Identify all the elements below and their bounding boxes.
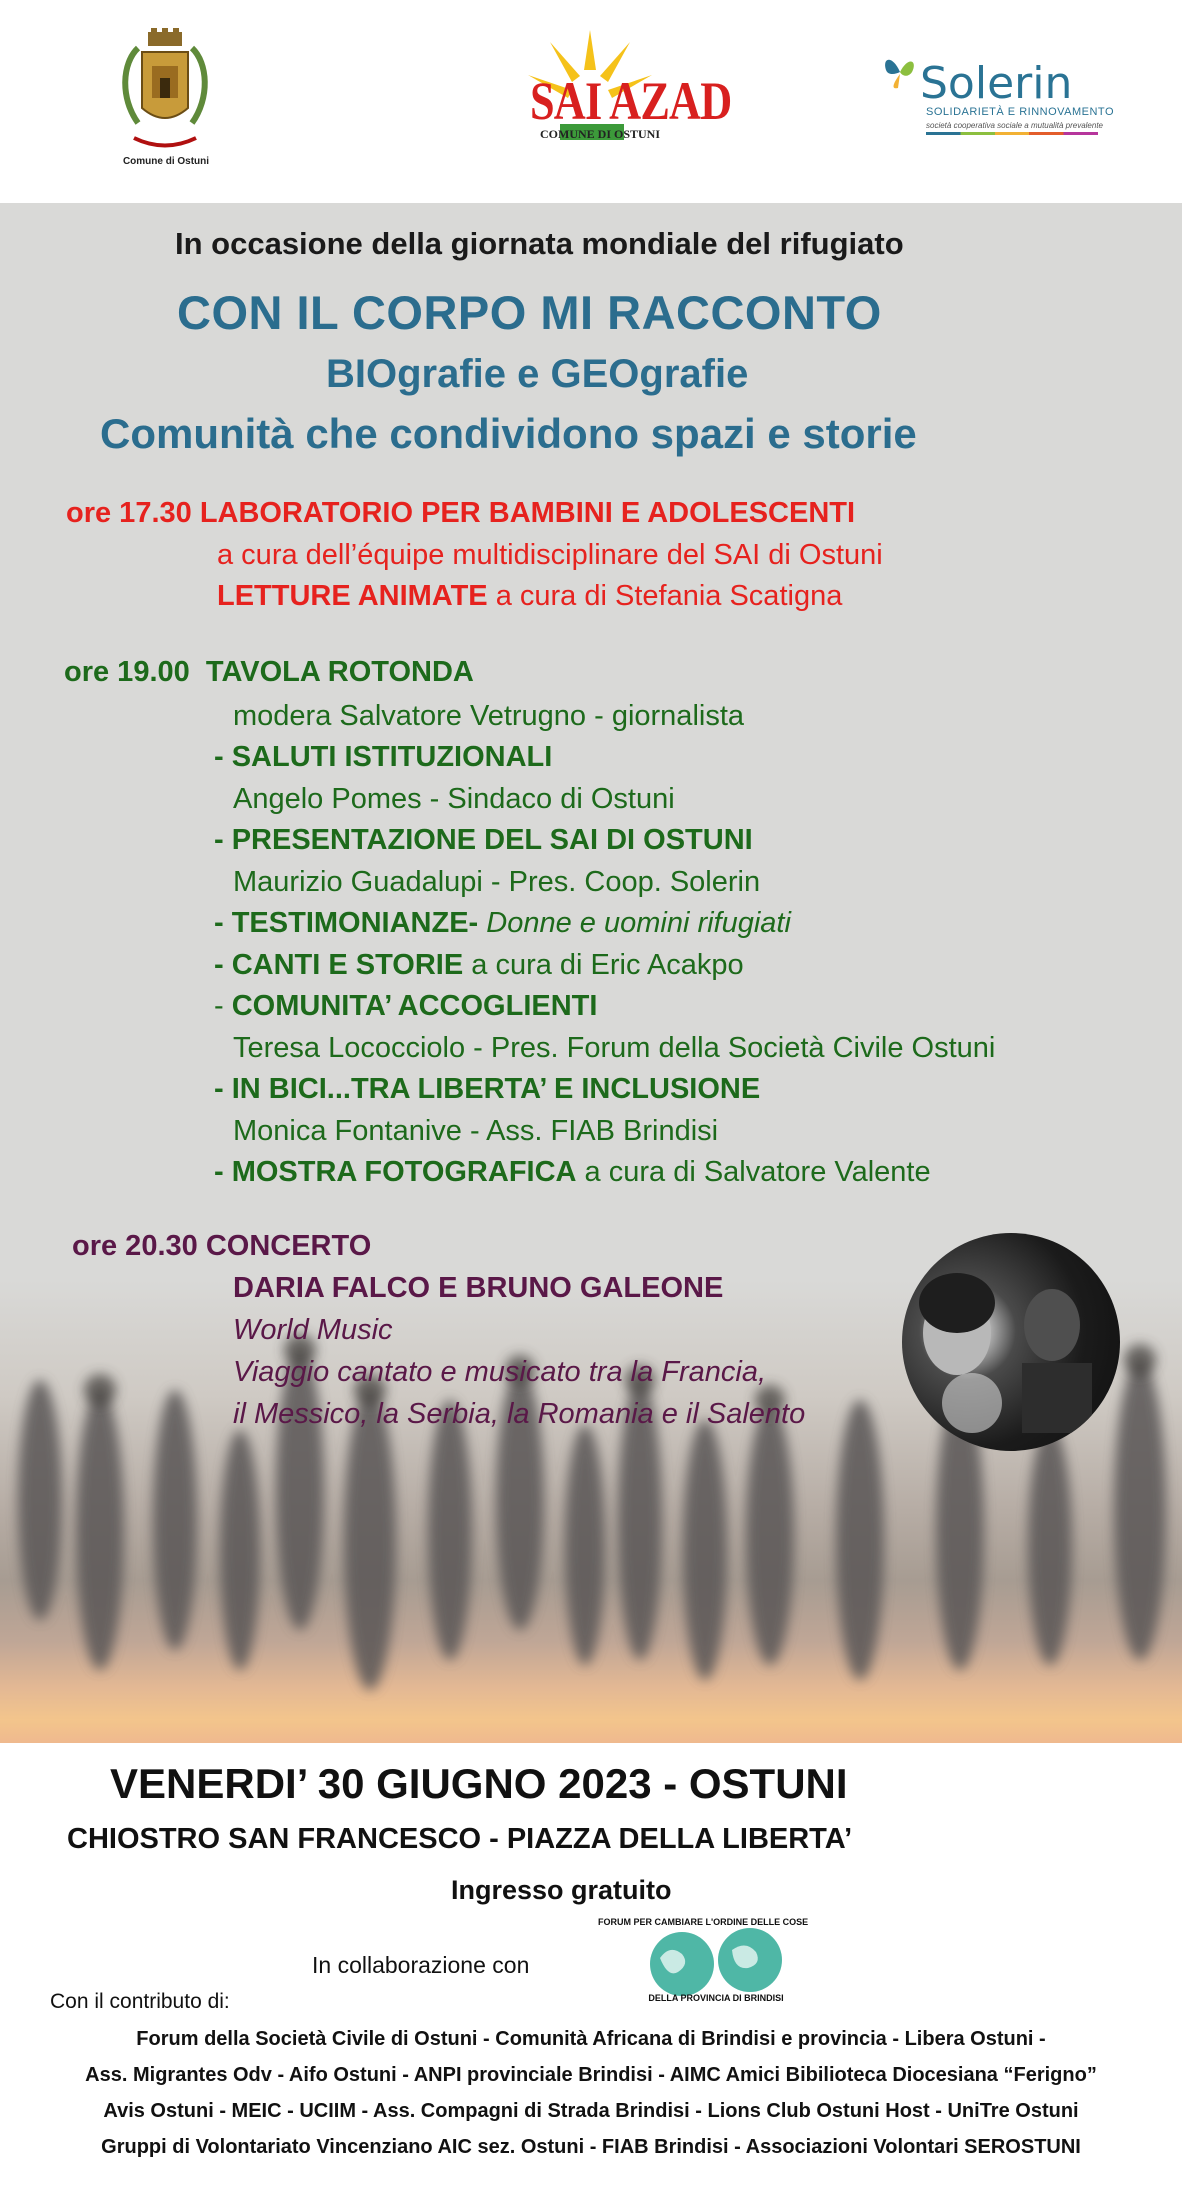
occasion-line: In occasione della giornata mondiale del rifugiato: [175, 226, 904, 261]
butterfly-icon: [882, 52, 918, 92]
event-date: VENERDI’ 30 GIUGNO 2023 - OSTUNI: [110, 1760, 848, 1807]
comunita-dash: -: [214, 990, 232, 1022]
item-presentazione: - PRESENTAZIONE DEL SAI DI OSTUNI: [214, 824, 753, 856]
sai-logo-subtitle: COMUNE DI OSTUNI: [540, 127, 661, 141]
moderator-line: modera Salvatore Vetrugno - giornalista: [233, 700, 745, 732]
canti-heading: - CANTI E STORIE: [214, 949, 464, 981]
item-saluti: - SALUTI ISTITUZIONALI: [214, 741, 553, 773]
lab-heading: LABORATORIO PER BAMBINI E ADOLESCENTI: [199, 497, 856, 529]
testimonianze-desc: Donne e uomini rifugiati: [478, 907, 791, 939]
artists-photo: [902, 1233, 1120, 1451]
comune-caption: Comune di Ostuni: [122, 156, 210, 167]
letture-line: [217, 580, 842, 613]
mostra-heading: - MOSTRA FOTOGRAFICA: [214, 1156, 577, 1188]
forum-logo-text: FORUM PER CAMBIARE L'ORDINE DELLE COSE: [598, 1917, 809, 1927]
concert-desc-1: Viaggio cantato e musicato tra la Francia,: [233, 1356, 767, 1388]
partners-line-3: Avis Ostuni - MEIC - UCIIM - Ass. Compagni di Strada Brindisi - Lions Club Ostuni Host - UniTre Ostuni: [103, 2100, 1079, 2122]
item-comunita: [214, 990, 597, 1023]
time-2030: ore 20.30: [72, 1230, 198, 1262]
item-testimonianze: [214, 907, 791, 940]
time-1730: ore 17.30: [66, 497, 192, 529]
event-place: CHIOSTRO SAN FRANCESCO - PIAZZA DELLA LIBERTA’: [67, 1823, 853, 1855]
event-subtitle-1: BIOgrafie e GEOgrafie: [326, 352, 749, 396]
testimonianze-heading: - TESTIMONIANZE-: [214, 907, 479, 939]
solerin-tagline: SOLIDARIETÀ E RINNOVAMENTO: [926, 106, 1115, 118]
item-canti: [214, 949, 744, 982]
item-bici: - IN BICI...TRA LIBERTA’ E INCLUSIONE: [214, 1073, 761, 1105]
item-comunita-sub: Teresa Lococciolo - Pres. Forum della Società Civile Ostuni: [233, 1032, 996, 1064]
event-subtitle-2: Comunità che condividono spazi e storie: [100, 410, 917, 457]
concert-desc-2: il Messico, la Serbia, la Romania e il Salento: [233, 1398, 806, 1430]
lab-curator: a cura dell’équipe multidisciplinare del SAI di Ostuni: [217, 539, 883, 571]
canti-curator: a cura di Eric Acakpo: [463, 949, 744, 981]
comune-crest-logo: [118, 28, 212, 168]
header: [0, 0, 1182, 203]
schedule-2030-line: [72, 1230, 371, 1263]
time-1900: ore 19.00: [64, 656, 190, 688]
item-saluti-sub: Angelo Pomes - Sindaco di Ostuni: [233, 783, 675, 815]
collab-label: In collaborazione con: [312, 1952, 530, 1978]
partners-line-4: Gruppi di Volontariato Vincenziano AIC sez. Ostuni - FIAB Brindisi - Associazioni Volontari SEROSTUNI: [101, 2136, 1081, 2158]
contrib-label: Con il contributo di:: [50, 1990, 230, 2013]
event-title: CON IL CORPO MI RACCONTO: [177, 286, 882, 339]
letture-heading: LETTURE ANIMATE: [217, 580, 488, 612]
forum-logo-subtitle: DELLA PROVINCIA DI BRINDISI: [648, 1993, 784, 2003]
schedule-1730-line: [66, 497, 855, 530]
comunita-heading: COMUNITA’ ACCOGLIENTI: [231, 990, 598, 1022]
artists-line: DARIA FALCO E BRUNO GALEONE: [233, 1272, 724, 1304]
solerin-logo-name: Solerin: [920, 58, 1073, 109]
letture-curator: a cura di Stefania Scatigna: [487, 580, 843, 612]
concerto-heading: CONCERTO: [205, 1230, 372, 1262]
tavola-heading: TAVOLA ROTONDA: [205, 656, 474, 688]
item-bici-sub: Monica Fontanive - Ass. FIAB Brindisi: [233, 1115, 719, 1147]
genre-line: World Music: [233, 1314, 393, 1346]
schedule-1900-line: [64, 656, 474, 689]
artists-photo-illustration: [902, 1233, 1120, 1451]
sai-logo-text: SAI AZAD: [530, 71, 732, 131]
entry-info: Ingresso gratuito: [451, 1875, 672, 1905]
item-presentazione-sub: Maurizio Guadalupi - Pres. Coop. Solerin: [233, 866, 761, 898]
mostra-curator: a cura di Salvatore Valente: [576, 1156, 931, 1188]
solerin-tagline-small: società cooperativa sociale a mutualità prevalente: [926, 121, 1103, 130]
partners-line-2: Ass. Migrantes Odv - Aifo Ostuni - ANPI provinciale Brindisi - AIMC Amici Bibilioteca Diocesiana “Ferigno”: [85, 2064, 1097, 2086]
solerin-color-stripe: [926, 132, 1098, 135]
item-mostra: [214, 1156, 931, 1189]
partners-line-1: Forum della Società Civile di Ostuni - Comunità Africana di Brindisi e provincia - Libera Ostuni -: [136, 2028, 1046, 2050]
